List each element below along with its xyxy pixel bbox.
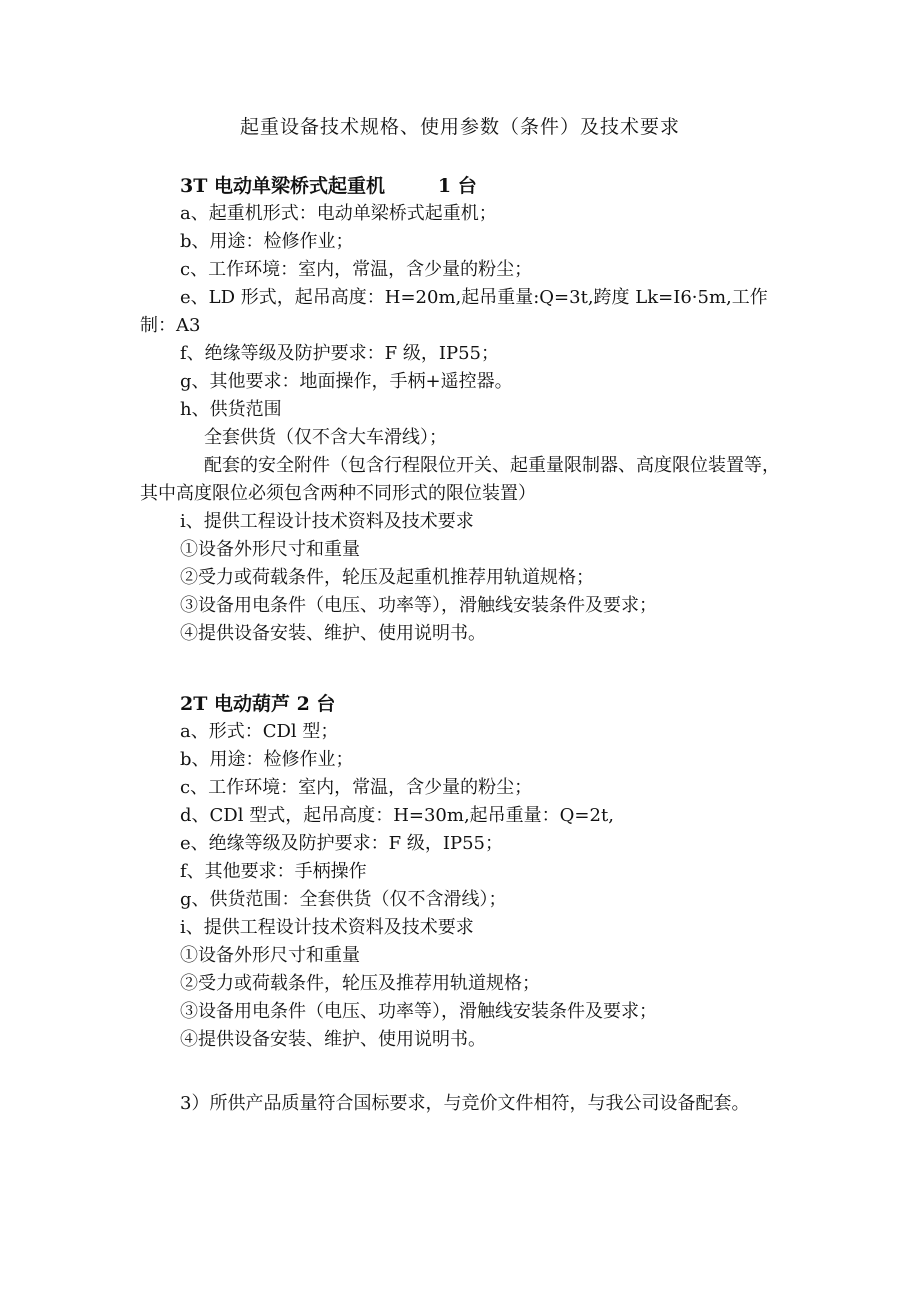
section-quality <box>140 1090 780 1118</box>
list-item: g、其他要求：地面操作，手柄+遥控器。 <box>180 371 513 392</box>
list-item: c、工作环境：室内，常温，含少量的粉尘； <box>180 259 533 280</box>
list-item: i、提供工程设计技术资料及技术要求 <box>180 917 474 938</box>
section-heading: 2T 电动葫芦 2 台 <box>180 693 336 715</box>
list-item: ①设备外形尺寸和重量 <box>180 945 360 966</box>
list-item: ④提供设备安装、维护、使用说明书。 <box>180 1029 486 1050</box>
list-item: h、供货范围 <box>180 399 282 420</box>
list-item: b、用途：检修作业； <box>180 231 354 252</box>
list-item: ②受力或荷载条件，轮压及推荐用轨道规格； <box>180 973 540 994</box>
list-item: ②受力或荷载条件，轮压及起重机推荐用轨道规格； <box>180 567 594 588</box>
list-item: a、起重机形式：电动单梁桥式起重机； <box>180 203 497 224</box>
quality-statement: 3）所供产品质量符合国标要求，与竞价文件相符，与我公司设备配套。 <box>180 1093 750 1114</box>
list-item: a、形式：CDl 型； <box>180 721 339 742</box>
list-item: g、供货范围：全套供货（仅不含滑线）； <box>180 889 507 910</box>
list-item: f、其他要求：手柄操作 <box>180 861 367 882</box>
list-item: e、绝缘等级及防护要求：F 级，IP55； <box>180 833 503 854</box>
section-hoist <box>140 690 780 1054</box>
section-heading: 3T 电动单梁桥式起重机 1 台 <box>180 175 477 197</box>
list-item: ③设备用电条件（电压、功率等），滑触线安装条件及要求； <box>180 595 657 616</box>
list-item: e、LD 形式，起吊高度：H=20m,起吊重量:Q=3t,跨度 Lk=I6·5m,工作制：A3 <box>140 287 768 336</box>
section-crane <box>140 172 780 648</box>
list-item: i、提供工程设计技术资料及技术要求 <box>180 511 474 532</box>
list-item: c、工作环境：室内，常温，含少量的粉尘； <box>180 777 533 798</box>
list-item: ④提供设备安装、维护、使用说明书。 <box>180 623 486 644</box>
list-item: f、绝缘等级及防护要求：F 级，IP55； <box>180 343 499 364</box>
document-title: 起重设备技术规格、使用参数（条件）及技术要求 <box>239 116 680 138</box>
list-item: ①设备外形尺寸和重量 <box>180 539 360 560</box>
list-item: 全套供货（仅不含大车滑线）； <box>204 427 447 448</box>
list-item: d、CDl 型式，起吊高度：H=30m,起吊重量：Q=2t, <box>180 805 614 826</box>
list-item: 配套的安全附件（包含行程限位开关、起重量限制器、高度限位装置等，其中高度限位必须包含两种不同形式的限位装置） <box>140 455 780 504</box>
list-item: ③设备用电条件（电压、功率等），滑触线安装条件及要求； <box>180 1001 657 1022</box>
list-item: b、用途：检修作业； <box>180 749 354 770</box>
